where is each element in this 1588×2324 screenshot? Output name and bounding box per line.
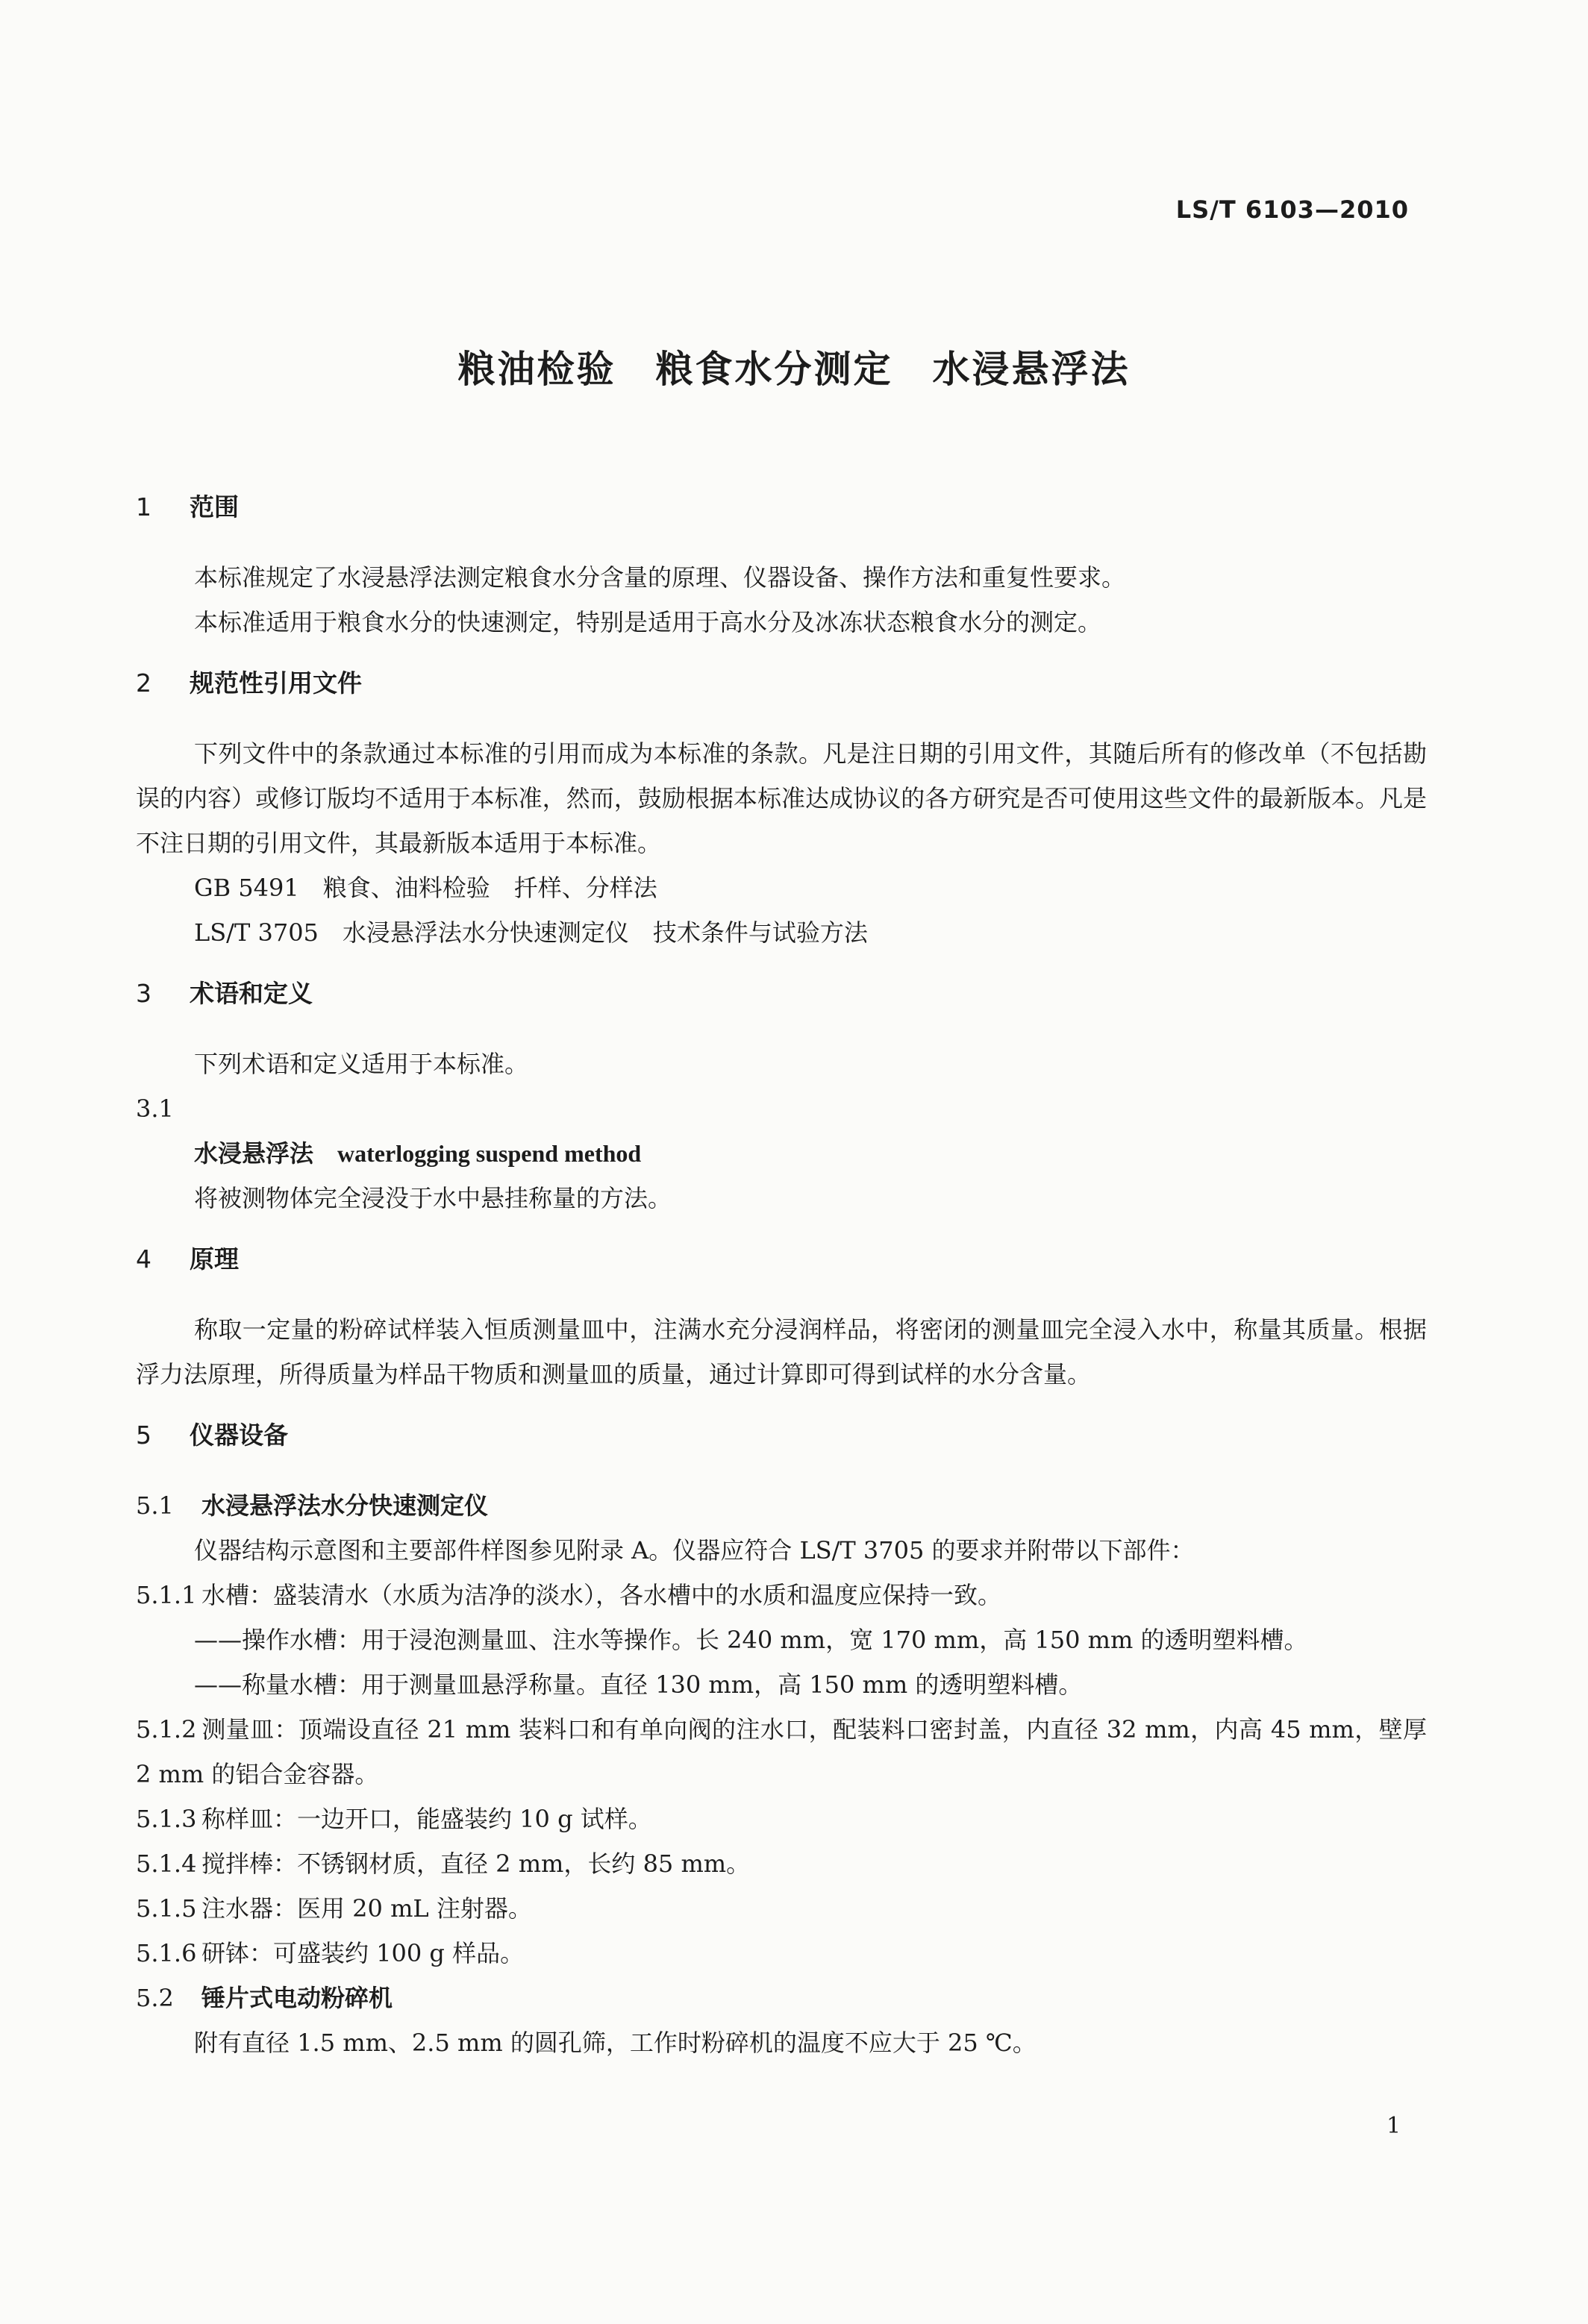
section-number: 2 <box>136 668 151 698</box>
item-text: 注水器：医用 20 mL 注射器。 <box>201 1894 532 1923</box>
section-heading-2 <box>136 661 1427 706</box>
term-english: waterlogging suspend method <box>337 1140 642 1167</box>
section-title: 原理 <box>190 1244 239 1274</box>
subsection-title: 水浸悬浮法水分快速测定仪 <box>201 1491 489 1520</box>
section-number: 4 <box>136 1244 151 1274</box>
section-number: 3 <box>136 979 151 1008</box>
subsection-heading-5-2 <box>136 1976 1427 2020</box>
item-number: 5.1.5 <box>136 1894 197 1923</box>
reference-item: LS/T 3705 水浸悬浮法水分快速测定仪 技术条件与试验方法 <box>194 918 868 947</box>
item-number: 5.1.6 <box>136 1939 197 1967</box>
section-title: 范围 <box>190 492 239 522</box>
subsection-number: 5.1 <box>136 1491 174 1520</box>
section-heading-5 <box>136 1413 1427 1458</box>
item-text: 测量皿：顶端设直径 21 mm 装料口和有单向阀的注水口，配装料口密封盖，内直径 32 mm，内高 45 mm，壁厚 2 mm 的铝合金容器。 <box>136 1715 1427 1788</box>
dash-item: ——操作水槽：用于浸泡测量皿、注水等操作。长 240 mm，宽 170 mm，高 150 mm 的透明塑料槽。 <box>194 1626 1308 1654</box>
page-number: 1 <box>1387 2113 1401 2139</box>
section-heading-1 <box>136 485 1427 530</box>
item-5-1-3 <box>136 1797 1427 1841</box>
paragraph: 本标准适用于粮食水分的快速测定，特别是适用于高水分及冰冻状态粮食水分的测定。 <box>194 608 1102 636</box>
term-entry <box>136 1131 1427 1176</box>
item-5-1-2 <box>136 1707 1427 1797</box>
item-5-1-5 <box>136 1886 1427 1931</box>
subsection-heading-5-1 <box>136 1483 1427 1528</box>
subsection-number: 5.2 <box>136 1984 174 2012</box>
section-title: 规范性引用文件 <box>190 668 362 698</box>
item-5-1-6 <box>136 1931 1427 1976</box>
paragraph: 下列文件中的条款通过本标准的引用而成为本标准的条款。凡是注日期的引用文件，其随后所有的修改单（不包括勘误的内容）或修订版均不适用于本标准，然而，鼓励根据本标准达成协议的各方研究是否可使用这些文件的最新版本。凡是不注日期的引用文件，其最新版本适用于本标准。 <box>136 739 1427 857</box>
section-heading-3 <box>136 971 1427 1016</box>
item-text: 水槽：盛装清水（水质为洁净的淡水），各水槽中的水质和温度应保持一致。 <box>201 1581 1002 1609</box>
item-number: 5.1.2 <box>136 1715 197 1744</box>
item-5-1-4 <box>136 1841 1427 1886</box>
section-number: 5 <box>136 1421 151 1450</box>
dash-item: ——称量水槽：用于测量皿悬浮称量。直径 130 mm，高 150 mm 的透明塑料槽。 <box>194 1670 1083 1699</box>
section-heading-4 <box>136 1237 1427 1282</box>
paragraph: 仪器结构示意图和主要部件样图参见附录 A。仪器应符合 LS/T 3705 的要求并附带以下部件： <box>194 1536 1195 1565</box>
paragraph: 本标准规定了水浸悬浮法测定粮食水分含量的原理、仪器设备、操作方法和重复性要求。 <box>194 563 1126 592</box>
document-title: 粮油检验 粮食水分测定 水浸悬浮法 <box>457 348 1131 391</box>
paragraph: 附有直径 1.5 mm、2.5 mm 的圆孔筛，工作时粉碎机的温度不应大于 25 ℃。 <box>194 2029 1037 2057</box>
subsection-title: 锤片式电动粉碎机 <box>201 1984 393 2012</box>
term-chinese: 水浸悬浮法 <box>194 1139 314 1168</box>
item-text: 搅拌棒：不锈钢材质，直径 2 mm，长约 85 mm。 <box>201 1850 751 1878</box>
item-5-1-1 <box>136 1573 1427 1617</box>
section-title: 仪器设备 <box>190 1421 288 1450</box>
standard-code: LS/T 6103—2010 <box>1175 195 1409 224</box>
item-text: 称样皿：一边开口，能盛装约 10 g 试样。 <box>201 1805 652 1833</box>
paragraph: 下列术语和定义适用于本标准。 <box>194 1050 529 1078</box>
section-title: 术语和定义 <box>190 979 313 1008</box>
item-number: 5.1.4 <box>136 1850 197 1878</box>
document-body <box>136 485 1427 2065</box>
term-definition: 将被测物体完全浸没于水中悬挂称量的方法。 <box>194 1184 672 1212</box>
reference-item: GB 5491 粮食、油料检验 扦样、分样法 <box>194 874 657 902</box>
section-number: 1 <box>136 492 151 522</box>
item-number: 5.1.3 <box>136 1805 197 1833</box>
paragraph: 称取一定量的粉碎试样装入恒质测量皿中，注满水充分浸润样品，将密闭的测量皿完全浸入水中，称量其质量。根据浮力法原理，所得质量为样品干物质和测量皿的质量，通过计算即可得到试样的水分含量。 <box>136 1315 1427 1388</box>
subsection-number: 3.1 <box>136 1094 174 1123</box>
item-text: 研钵：可盛装约 100 g 样品。 <box>201 1939 525 1967</box>
item-number: 5.1.1 <box>136 1581 197 1609</box>
